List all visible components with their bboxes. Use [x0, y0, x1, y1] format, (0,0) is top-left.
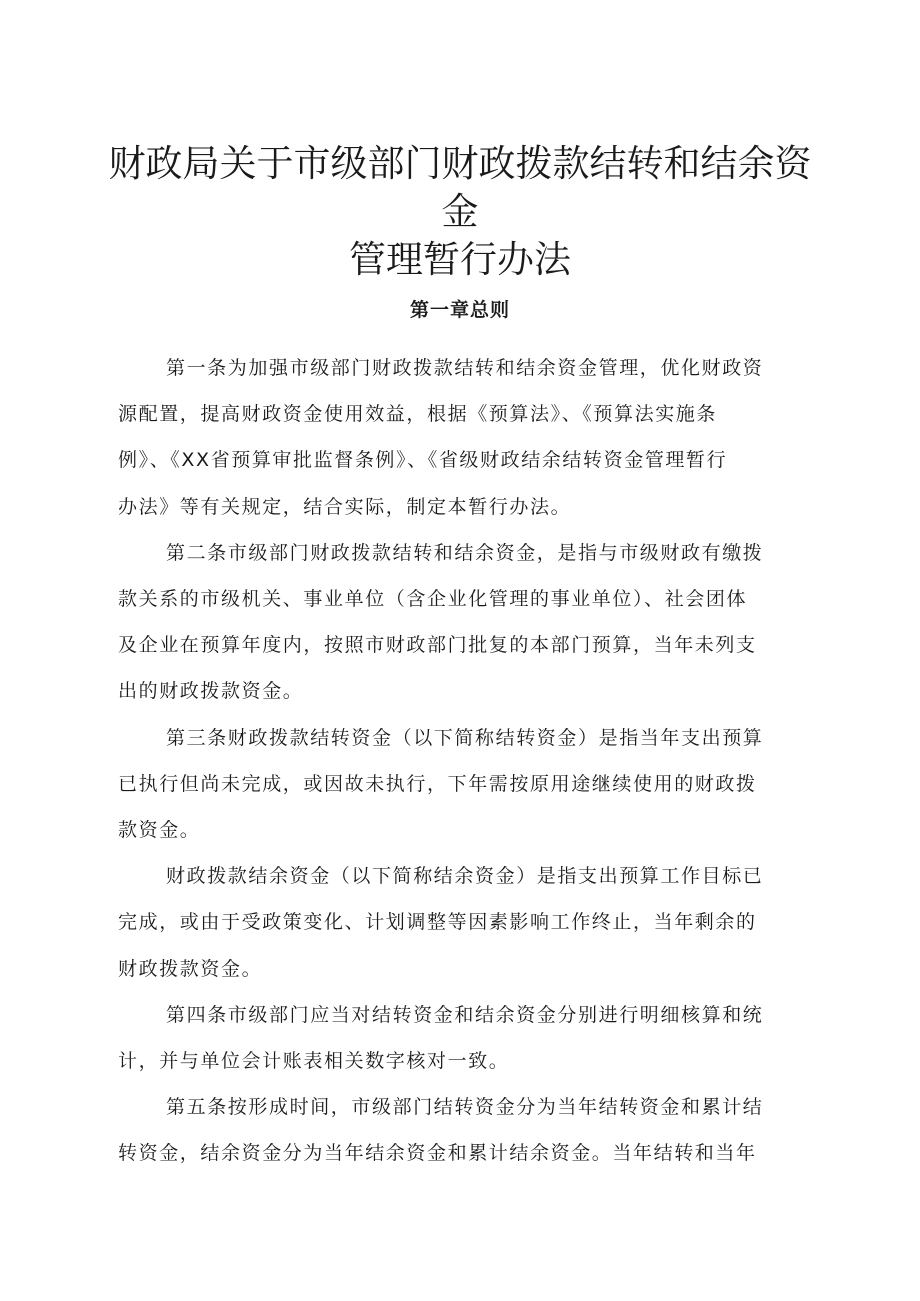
paragraph-line: 第一条为加强市级部门财政拨款结转和结余资金管理，优化财政资 — [166, 357, 764, 379]
paragraph-line: 计，并与单位会计账表相关数字核对一致。 — [118, 1050, 510, 1073]
paragraph-article-1 — [118, 345, 800, 530]
document-title — [100, 140, 820, 284]
title-line-2: 管理暂行办法 — [349, 238, 571, 281]
title-line-1: 财政局关于市级部门财政拨款结转和结余资金 — [108, 142, 812, 233]
paragraph-line: 第三条财政拨款结转资金（以下简称结转资金）是指当年支出预算 — [166, 726, 764, 749]
paragraph-line: 转资金，结余资金分为当年结余资金和累计结余资金。当年结转和当年 — [118, 1142, 757, 1165]
paragraph-article-3 — [118, 715, 800, 854]
paragraph-line: 第四条市级部门应当对结转资金和结余资金分别进行明细核算和统 — [166, 1003, 764, 1026]
paragraph-line: 款关系的市级机关、事业单位（含企业化管理的事业单位）、社会团体 — [118, 588, 748, 611]
paragraph-article-2 — [118, 530, 800, 715]
paragraph-line: 财政拨款资金。 — [118, 957, 263, 980]
paragraph-line: 第五条按形成时间，市级部门结转资金分为当年结转资金和累计结 — [166, 1096, 764, 1119]
paragraph-line: 财政拨款结余资金（以下简称结余资金）是指支出预算工作目标已 — [166, 865, 764, 888]
document-body — [118, 345, 800, 1177]
paragraph-article-5 — [118, 1084, 800, 1176]
chapter-heading: 第一章总则 — [409, 299, 510, 321]
paragraph-line: 源配置，提高财政资金使用效益，根据《预算法》、《预算法实施条 — [118, 403, 718, 426]
paragraph-line: 完成，或由于受政策变化、计划调整等因素影响工作终止，当年剩余的 — [118, 911, 757, 934]
paragraph-surplus-definition — [118, 853, 800, 992]
paragraph-article-4 — [118, 992, 800, 1084]
paragraph-line: 及企业在预算年度内，按照市财政部门批复的本部门预算，当年未列支 — [118, 634, 757, 657]
paragraph-line: 办法》等有关规定，结合实际，制定本暂行办法。 — [118, 495, 572, 518]
paragraph-line: 款资金。 — [118, 819, 201, 842]
paragraph-line: 第二条市级部门财政拨款结转和结余资金，是指与市级财政有缴拨 — [166, 541, 764, 564]
paragraph-line: 例》、《XX省预算审批监督条例》、《省级财政结余结转资金管理暂行 — [118, 449, 728, 472]
paragraph-line: 已执行但尚未完成，或因故未执行，下年需按原用途继续使用的财政拨 — [118, 772, 757, 795]
paragraph-line: 出的财政拨款资金。 — [118, 680, 304, 703]
